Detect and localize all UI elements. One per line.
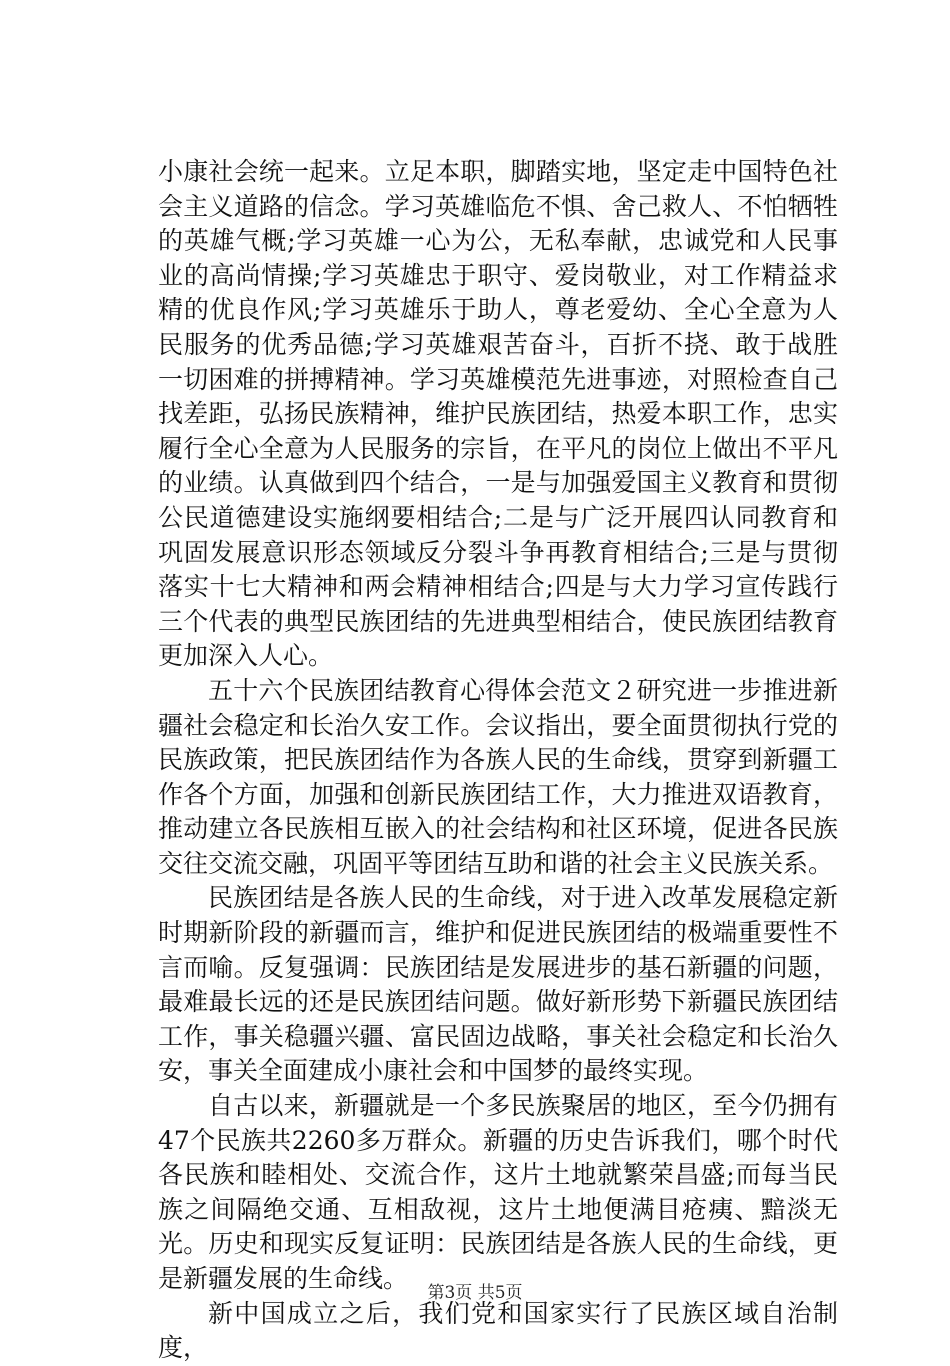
document-body: [158, 155, 838, 1366]
paragraph-3: 民族团结是各族人民的生命线，对于进入改革发展稳定新时期新阶段的新疆而言，维护和促进民族团结的极端重要性不言而喻。反复强调：民族团结是发展进步的基石新疆的问题，最难最长远的还是民族团结问题。做好新形势下新疆民族团结工作，事关稳疆兴疆、富民固边战略，事关社会稳定和长治久安，事关全面建成小康社会和中国梦的最终实现。: [158, 883, 838, 1086]
paragraph-2: 五十六个民族团结教育心得体会范文２研究进一步推进新疆社会稳定和长治久安工作。会议指出，要全面贯彻执行党的民族政策，把民族团结作为各族人民的生命线，贯穿到新疆工作各个方面，加强和创新民族团结工作，大力推进双语教育，推动建立各民族相互嵌入的社会结构和社区环境，促进各民族交往交流交融，巩固平等团结互助和谐的社会主义民族关系。: [158, 675, 838, 878]
page-footer: 第3页 共5页: [427, 1283, 523, 1303]
paragraph-4: 自古以来，新疆就是一个多民族聚居的地区，至今仍拥有47个民族共2260多万群众。新疆的历史告诉我们，哪个时代各民族和睦相处、交流合作，这片土地就繁荣昌盛;而每当民族之间隔绝交通、互相敌视，这片土地便满目疮痍、黯淡无光。历史和现实反复证明：民族团结是各族人民的生命线，更是新疆发展的生命线。: [158, 1091, 838, 1293]
paragraph-5: 新中国成立之后，我们党和国家实行了民族区域自治制度，: [158, 1298, 838, 1363]
paragraph-1: 小康社会统一起来。立足本职，脚踏实地，坚定走中国特色社会主义道路的信念。学习英雄临危不惧、舍己救人、不怕牺牲的英雄气概;学习英雄一心为公，无私奉献，忠诚党和人民事业的高尚情操;学习英雄忠于职守、爱岗敬业，对工作精益求精的优良作风;学习英雄乐于助人，尊老爱幼、全心全意为人民服务的优秀品德;学习英雄艰苦奋斗，百折不挠、敢于战胜一切困难的拼搏精神。学习英雄模范先进事迹，对照检查自己找差距，弘扬民族精神，维护民族团结，热爱本职工作，忠实履行全心全意为人民服务的宗旨，在平凡的岗位上做出不平凡的业绩。认真做到四个结合，一是与加强爱国主义教育和贯彻公民道德建设实施纲要相结合;二是与广泛开展四认同教育和巩固发展意识形态领域反分裂斗争再教育相结合;三是与贯彻落实十七大精神和两会精神相结合;四是与大力学习宣传践行三个代表的典型民族团结的先进典型相结合，使民族团结教育更加深入人心。: [158, 157, 838, 671]
